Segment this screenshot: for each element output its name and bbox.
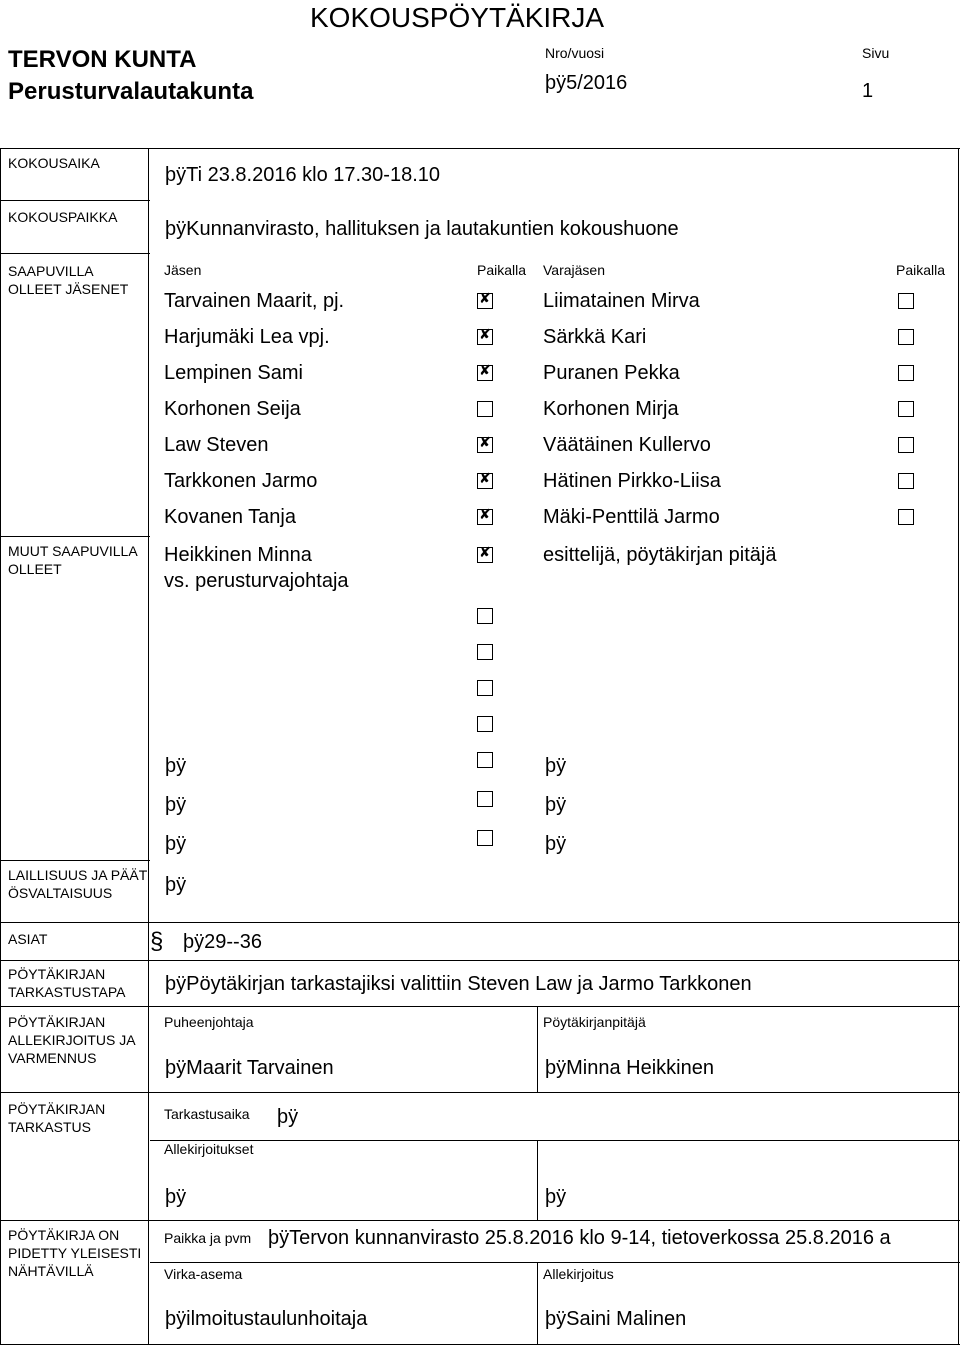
deputy-present-checkbox[interactable] bbox=[898, 293, 914, 309]
divider bbox=[0, 922, 960, 923]
place-date-label: Paikka ja pvm bbox=[164, 1230, 252, 1246]
meeting-place-value: þÿKunnanvirasto, hallituksen ja lautakuntien kokoushuone bbox=[165, 218, 679, 240]
member-name: Tarkkonen Jarmo bbox=[164, 470, 318, 492]
meeting-time-label: KOKOUSAIKA bbox=[8, 155, 100, 171]
member-present-checkbox[interactable] bbox=[477, 329, 493, 345]
signing-label: PÖYTÄKIRJAN ALLEKIRJOITUS JA VARMENNUS bbox=[8, 1014, 135, 1066]
member-present-checkbox[interactable] bbox=[477, 365, 493, 381]
divider bbox=[537, 1140, 538, 1220]
organization-unit: Perusturvalautakunta bbox=[8, 78, 254, 105]
divider bbox=[0, 148, 1, 1345]
divider bbox=[537, 1006, 538, 1092]
extra-present-checkbox[interactable] bbox=[477, 716, 493, 732]
placeholder-member: þÿ bbox=[165, 794, 187, 816]
divider bbox=[958, 148, 959, 1345]
number-value: þÿ5/2016 bbox=[545, 72, 628, 94]
legality-value: þÿ bbox=[165, 874, 187, 896]
placeholder-present-checkbox[interactable] bbox=[477, 791, 493, 807]
deputy-present-checkbox[interactable] bbox=[898, 437, 914, 453]
other-attendee-title: vs. perusturvajohtaja bbox=[164, 570, 349, 592]
member-name: Lempinen Sami bbox=[164, 362, 303, 384]
position-label: Virka-asema bbox=[164, 1266, 243, 1282]
inspection-time-value: þÿ bbox=[277, 1106, 299, 1128]
other-attendee-role: esittelijä, pöytäkirjan pitäjä bbox=[543, 544, 777, 566]
chair-label: Puheenjohtaja bbox=[164, 1014, 254, 1030]
divider bbox=[0, 860, 150, 861]
placeholder-member: þÿ bbox=[165, 755, 187, 777]
divider bbox=[0, 1220, 960, 1221]
position-value: þÿilmoitustaulunhoitaja bbox=[165, 1308, 368, 1330]
signature-right: þÿ bbox=[545, 1186, 567, 1208]
review-label: PÖYTÄKIRJAN TARKASTUSTAPA bbox=[8, 966, 126, 1000]
column-header-present: Paikalla bbox=[477, 262, 527, 278]
divider bbox=[148, 148, 149, 1345]
section-sign: § bbox=[150, 928, 164, 955]
member-present-checkbox[interactable] bbox=[477, 473, 493, 489]
chair-value: þÿMaarit Tarvainen bbox=[165, 1057, 334, 1079]
divider bbox=[0, 536, 150, 537]
member-present-checkbox[interactable] bbox=[477, 401, 493, 417]
others-section-label: MUUT SAAPUVILLA OLLEET bbox=[8, 543, 137, 577]
deputy-present-checkbox[interactable] bbox=[898, 365, 914, 381]
page-label: Sivu bbox=[862, 45, 890, 61]
deputy-name: Mäki-Penttilä Jarmo bbox=[543, 506, 720, 528]
divider bbox=[0, 1006, 960, 1007]
column-header-deputy: Varajäsen bbox=[543, 262, 606, 278]
divider bbox=[0, 148, 960, 149]
inspection-time-label: Tarkastusaika bbox=[164, 1106, 250, 1122]
divider bbox=[0, 960, 960, 961]
matters-label: ASIAT bbox=[8, 931, 48, 947]
signature-left: þÿ bbox=[165, 1186, 187, 1208]
divider bbox=[150, 1262, 960, 1263]
placeholder-present-checkbox[interactable] bbox=[477, 752, 493, 768]
page-value: 1 bbox=[862, 80, 874, 102]
other-attendee-name: Heikkinen Minna bbox=[164, 544, 312, 566]
extra-present-checkbox[interactable] bbox=[477, 680, 493, 696]
divider bbox=[0, 1092, 960, 1093]
deputy-name: Korhonen Mirja bbox=[543, 398, 679, 420]
extra-present-checkbox[interactable] bbox=[477, 644, 493, 660]
placeholder-deputy: þÿ bbox=[545, 833, 567, 855]
signatures-label: Allekirjoitukset bbox=[164, 1141, 254, 1157]
legality-label: LAILLISUUS JA PÄÄTÖSVALTAISUUS bbox=[8, 867, 148, 901]
inspection-label: PÖYTÄKIRJAN TARKASTUS bbox=[8, 1101, 106, 1135]
member-name: Harjumäki Lea vpj. bbox=[164, 326, 330, 348]
secretary-value: þÿMinna Heikkinen bbox=[545, 1057, 714, 1079]
deputy-name: Hätinen Pirkko-Liisa bbox=[543, 470, 721, 492]
deputy-name: Särkkä Kari bbox=[543, 326, 647, 348]
signature-value: þÿSaini Malinen bbox=[545, 1308, 687, 1330]
public-label: PÖYTÄKIRJA ON PIDETTY YLEISESTI NÄHTÄVILLÄ bbox=[8, 1227, 142, 1279]
review-value: þÿPöytäkirjan tarkastajiksi valittiin Steven Law ja Jarmo Tarkkonen bbox=[165, 973, 752, 995]
member-name: Law Steven bbox=[164, 434, 269, 456]
divider bbox=[150, 1140, 960, 1141]
deputy-name: Liimatainen Mirva bbox=[543, 290, 700, 312]
member-present-checkbox[interactable] bbox=[477, 437, 493, 453]
divider bbox=[0, 253, 150, 254]
document-title: KOKOUSPÖYTÄKIRJA bbox=[310, 2, 605, 33]
place-date-value: þÿTervon kunnanvirasto 25.8.2016 klo 9-14, tietoverkossa 25.8.2016 a bbox=[268, 1227, 891, 1249]
attendees-section-label: SAAPUVILLA OLLEET JÄSENET bbox=[8, 263, 129, 297]
signature-label: Allekirjoitus bbox=[543, 1266, 614, 1282]
deputy-name: Väätäinen Kullervo bbox=[543, 434, 711, 456]
column-header-deputy-present: Paikalla bbox=[896, 262, 946, 278]
member-present-checkbox[interactable] bbox=[477, 293, 493, 309]
other-attendee-present-checkbox[interactable] bbox=[477, 547, 493, 563]
member-name: Kovanen Tanja bbox=[164, 506, 296, 528]
number-label: Nro/vuosi bbox=[545, 45, 605, 61]
secretary-label: Pöytäkirjanpitäjä bbox=[543, 1014, 646, 1030]
placeholder-deputy: þÿ bbox=[545, 794, 567, 816]
column-header-member: Jäsen bbox=[164, 262, 202, 278]
deputy-name: Puranen Pekka bbox=[543, 362, 680, 384]
deputy-present-checkbox[interactable] bbox=[898, 401, 914, 417]
divider bbox=[0, 200, 150, 201]
organization-name: TERVON KUNTA bbox=[8, 46, 197, 73]
divider bbox=[537, 1262, 538, 1344]
deputy-present-checkbox[interactable] bbox=[898, 473, 914, 489]
deputy-present-checkbox[interactable] bbox=[898, 329, 914, 345]
member-name: Korhonen Seija bbox=[164, 398, 301, 420]
deputy-present-checkbox[interactable] bbox=[898, 509, 914, 525]
placeholder-deputy: þÿ bbox=[545, 755, 567, 777]
meeting-time-value: þÿTi 23.8.2016 klo 17.30-18.10 bbox=[165, 164, 441, 186]
matters-value: þÿ29--36 bbox=[183, 931, 262, 953]
extra-present-checkbox[interactable] bbox=[477, 608, 493, 624]
placeholder-member: þÿ bbox=[165, 833, 187, 855]
member-name: Tarvainen Maarit, pj. bbox=[164, 290, 345, 312]
meeting-place-label: KOKOUSPAIKKA bbox=[8, 209, 118, 225]
placeholder-present-checkbox[interactable] bbox=[477, 830, 493, 846]
member-present-checkbox[interactable] bbox=[477, 509, 493, 525]
